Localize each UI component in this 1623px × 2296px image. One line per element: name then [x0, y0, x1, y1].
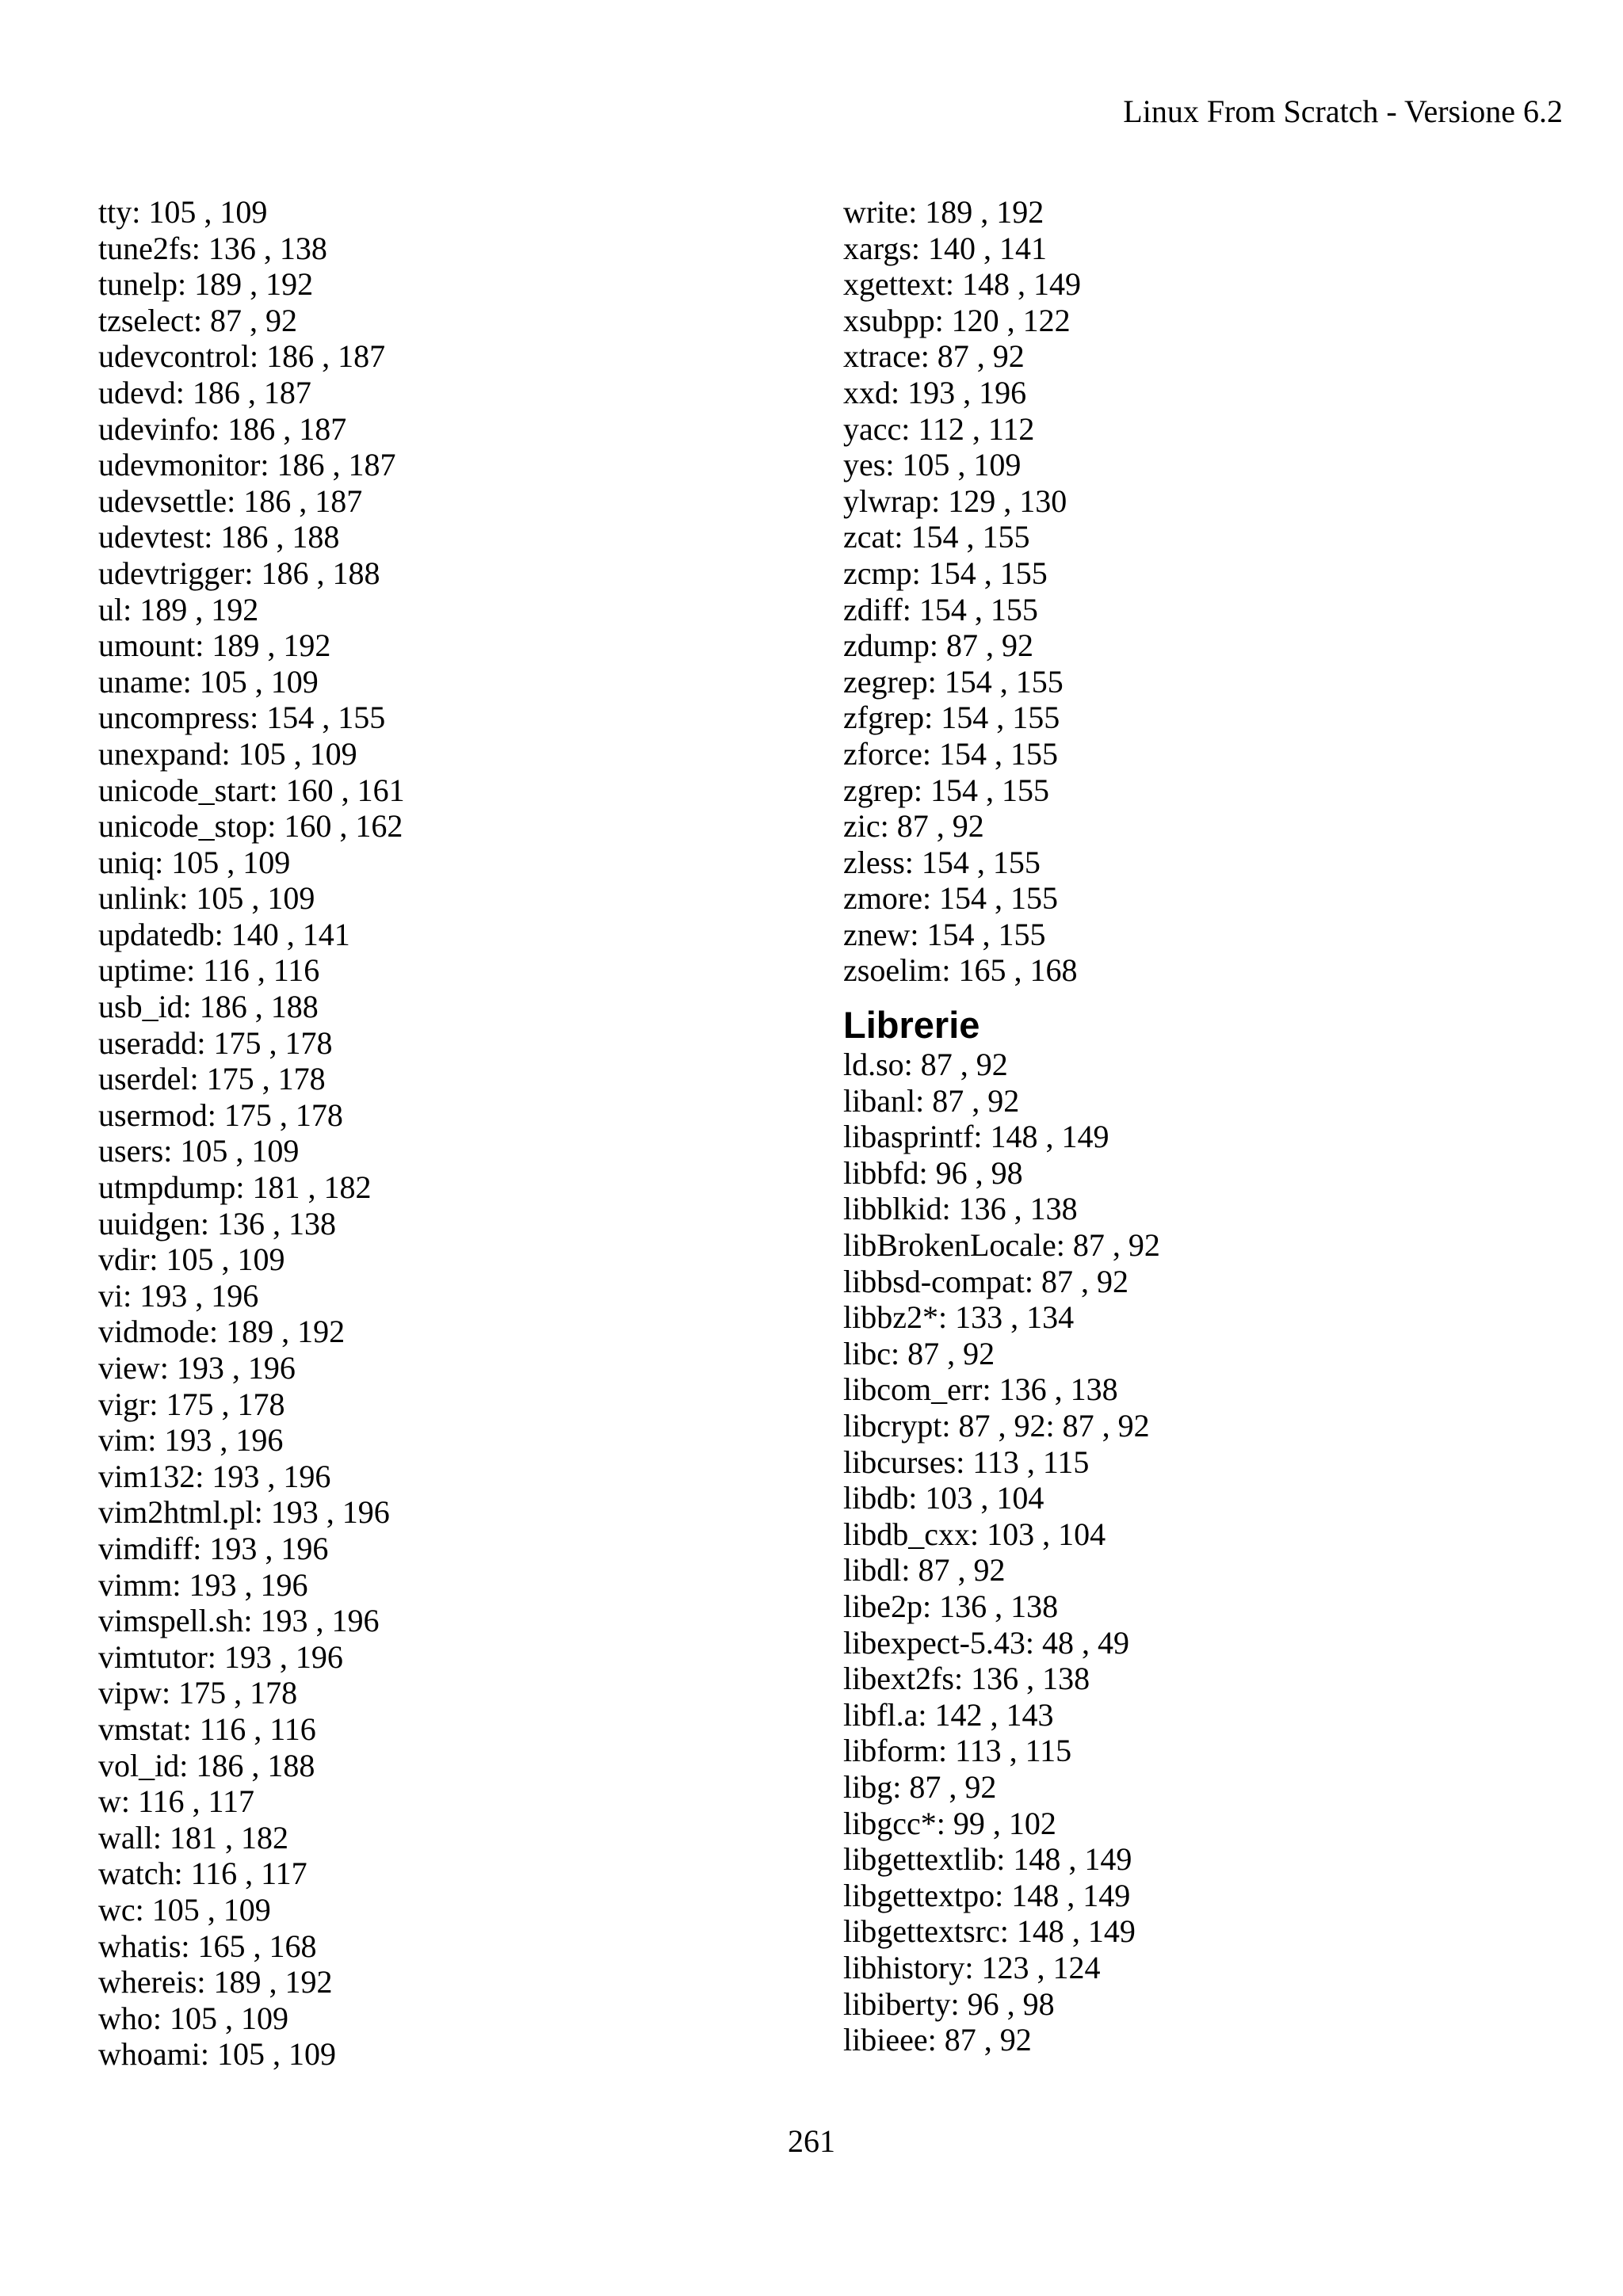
index-entry: xtrace: 87 , 92: [843, 338, 1025, 375]
index-entry: zgrep: 154 , 155: [843, 772, 1049, 808]
index-entry: zless: 154 , 155: [843, 844, 1041, 880]
index-entry: zsoelim: 165 , 168: [843, 952, 1078, 989]
index-entry: ul: 189 , 192: [98, 591, 259, 627]
index-entry: libcrypt: 87 , 92: 87 , 92: [843, 1408, 1150, 1444]
index-entry: vimdiff: 193 , 196: [98, 1530, 329, 1566]
index-entry: ylwrap: 129 , 130: [843, 482, 1067, 519]
index-entry: updatedb: 140 , 141: [98, 916, 350, 952]
index-entry: vim2html.pl: 193 , 196: [98, 1494, 390, 1531]
index-entry: write: 189 , 192: [843, 194, 1044, 230]
index-entry: zegrep: 154 , 155: [843, 663, 1064, 700]
index-entry: vigr: 175 , 178: [98, 1386, 285, 1422]
index-column-left: [98, 194, 796, 2073]
index-entry: libdb_cxx: 103 , 104: [843, 1516, 1106, 1552]
index-entry: libgettextlib: 148 , 149: [843, 1841, 1132, 1878]
index-entry: zcmp: 154 , 155: [843, 555, 1048, 591]
index-entry: usb_id: 186 , 188: [98, 989, 319, 1025]
index-entry: udevsettle: 186 , 187: [98, 482, 363, 519]
index-entry: xxd: 193 , 196: [843, 374, 1027, 410]
index-entry: view: 193 , 196: [98, 1350, 296, 1386]
program-entries: [843, 194, 1556, 989]
index-entry: libasprintf: 148 , 149: [843, 1119, 1109, 1155]
index-entry: tty: 105 , 109: [98, 194, 268, 230]
index-entry: libhistory: 123 , 124: [843, 1949, 1101, 1985]
index-entry: uname: 105 , 109: [98, 663, 319, 700]
index-entry: vimm: 193 , 196: [98, 1566, 308, 1603]
index-entry: useradd: 175 , 178: [98, 1024, 333, 1061]
index-entry: yes: 105 , 109: [843, 447, 1022, 483]
index-entry: uncompress: 154 , 155: [98, 700, 386, 736]
index-entry: whoami: 105 , 109: [98, 2036, 336, 2073]
index-entry: w: 116 , 117: [98, 1783, 255, 1820]
index-entry: znew: 154 , 155: [843, 916, 1046, 952]
index-entry: libanl: 87 , 92: [843, 1082, 1020, 1119]
index-entry: umount: 189 , 192: [98, 627, 331, 664]
index-entry: vimspell.sh: 193 , 196: [98, 1603, 380, 1639]
index-entry: xsubpp: 120 , 122: [843, 302, 1071, 338]
index-entry: vimtutor: 193 , 196: [98, 1638, 343, 1675]
index-entry: libg: 87 , 92: [843, 1768, 997, 1805]
index-entry: vi: 193 , 196: [98, 1277, 259, 1314]
index-entry: vim132: 193 , 196: [98, 1458, 331, 1494]
index-entry: uuidgen: 136 , 138: [98, 1205, 336, 1241]
index-entry: libfl.a: 142 , 143: [843, 1696, 1054, 1733]
index-entry: usermod: 175 , 178: [98, 1097, 343, 1133]
index-entry: zic: 87 , 92: [843, 808, 984, 845]
index-entry: xgettext: 148 , 149: [843, 266, 1081, 303]
index-entry: whatis: 165 , 168: [98, 1928, 317, 1964]
index-entry: uniq: 105 , 109: [98, 844, 291, 880]
index-entry: udevinfo: 186 , 187: [98, 410, 347, 447]
index-entry: unexpand: 105 , 109: [98, 735, 357, 772]
index-entry: utmpdump: 181 , 182: [98, 1169, 372, 1206]
index-entry: vim: 193 , 196: [98, 1422, 284, 1459]
library-entries: [843, 1047, 1556, 2058]
section-heading-librerie: Librerie: [843, 1004, 980, 1047]
index-entry: users: 105 , 109: [98, 1133, 300, 1169]
index-entry: libcom_err: 136 , 138: [843, 1371, 1118, 1408]
index-entry: zmore: 154 , 155: [843, 880, 1059, 917]
index-entry: libBrokenLocale: 87 , 92: [843, 1227, 1160, 1264]
index-entry: libdl: 87 , 92: [843, 1552, 1006, 1589]
index-entry: xargs: 140 , 141: [843, 230, 1048, 266]
index-entry: tzselect: 87 , 92: [98, 302, 298, 338]
index-entry: udevtrigger: 186 , 188: [98, 555, 380, 591]
index-entry: ld.so: 87 , 92: [843, 1047, 1008, 1083]
index-entry: zdiff: 154 , 155: [843, 591, 1038, 627]
index-entry: udevd: 186 , 187: [98, 374, 311, 410]
index-entry: libieee: 87 , 92: [843, 2022, 1032, 2058]
index-entry: tunelp: 189 , 192: [98, 266, 314, 303]
index-entry: udevtest: 186 , 188: [98, 519, 340, 555]
index-entry: tune2fs: 136 , 138: [98, 230, 327, 266]
index-entry: who: 105 , 109: [98, 2000, 288, 2036]
index-entry: vmstat: 116 , 116: [98, 1711, 316, 1747]
index-entry: zdump: 87 , 92: [843, 627, 1033, 664]
index-entry: unlink: 105 , 109: [98, 880, 315, 917]
index-entry: libext2fs: 136 , 138: [843, 1661, 1090, 1697]
index-entry: userdel: 175 , 178: [98, 1061, 326, 1097]
index-entry: libgettextsrc: 148 , 149: [843, 1913, 1136, 1950]
index-entry: libdb: 103 , 104: [843, 1480, 1044, 1516]
index-entry: unicode_stop: 160 , 162: [98, 808, 403, 845]
running-header: Linux From Scratch - Versione 6.2: [1123, 93, 1563, 129]
index-entry: yacc: 112 , 112: [843, 410, 1035, 447]
index-entry: vdir: 105 , 109: [98, 1241, 285, 1278]
index-entry: vipw: 175 , 178: [98, 1675, 298, 1711]
index-entry: vol_id: 186 , 188: [98, 1747, 315, 1783]
index-entry: zfgrep: 154 , 155: [843, 700, 1060, 736]
index-entry: libblkid: 136 , 138: [843, 1191, 1078, 1227]
page-number: 261: [788, 2123, 835, 2159]
index-entry: uptime: 116 , 116: [98, 952, 320, 989]
index-entry: libbz2*: 133 , 134: [843, 1299, 1075, 1336]
index-entry: vidmode: 189 , 192: [98, 1314, 346, 1350]
index-entry: unicode_start: 160 , 161: [98, 772, 405, 808]
index-entry: libcurses: 113 , 115: [843, 1444, 1090, 1480]
index-entry: libbsd-compat: 87 , 92: [843, 1263, 1128, 1299]
index-entry: zcat: 154 , 155: [843, 519, 1030, 555]
index-entry: zforce: 154 , 155: [843, 735, 1059, 772]
index-entry: whereis: 189 , 192: [98, 1964, 333, 2000]
index-entry: udevcontrol: 186 , 187: [98, 338, 386, 375]
index-entry: wall: 181 , 182: [98, 1819, 288, 1855]
index-entry: wc: 105 , 109: [98, 1891, 271, 1928]
index-entry: libiberty: 96 , 98: [843, 1985, 1055, 2022]
index-entry: libgettextpo: 148 , 149: [843, 1877, 1131, 1913]
index-entry: watch: 116 , 117: [98, 1855, 307, 1892]
index-entry: libform: 113 , 115: [843, 1733, 1072, 1769]
index-column-right: [843, 194, 1556, 2058]
index-entry: libgcc*: 99 , 102: [843, 1805, 1056, 1841]
index-entry: libe2p: 136 , 138: [843, 1588, 1059, 1624]
index-entry: libbfd: 96 , 98: [843, 1154, 1023, 1191]
index-entry: libc: 87 , 92: [843, 1335, 995, 1371]
index-entry: udevmonitor: 186 , 187: [98, 447, 396, 483]
index-entry: libexpect-5.43: 48 , 49: [843, 1624, 1130, 1661]
